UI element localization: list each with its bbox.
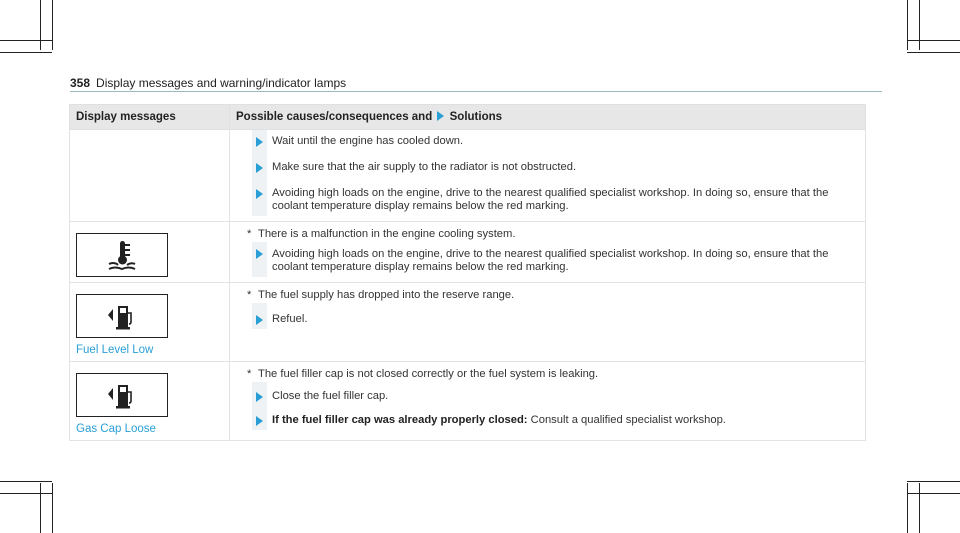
message-label: Gas Cap Loose (76, 423, 156, 435)
message-cell (70, 222, 230, 283)
solutions-cell (230, 362, 866, 441)
table-row (70, 362, 866, 441)
message-cell (70, 362, 230, 441)
crop-mark (907, 0, 908, 50)
crop-mark (52, 0, 53, 50)
crop-mark (40, 0, 41, 50)
solutions-cell (230, 130, 866, 222)
coolant-temperature-icon (76, 233, 168, 277)
arrow-right-icon (256, 137, 263, 147)
cause-text: * There is a malfunction in the engine cooling system. (247, 228, 516, 240)
table-row (70, 130, 866, 222)
col2-header-text: Possible causes/consequences and (236, 111, 433, 123)
message-cell (70, 130, 230, 222)
message-label: Fuel Level Low (76, 344, 154, 356)
solutions-cell (230, 222, 866, 283)
crop-mark (0, 481, 52, 482)
crop-mark (907, 483, 908, 533)
arrow-right-icon (256, 189, 263, 199)
arrow-right-icon (256, 392, 263, 402)
message-cell (70, 283, 230, 362)
solution-step: Refuel. (230, 303, 865, 329)
cause-text: * The fuel supply has dropped into the reserve range. (247, 289, 515, 301)
table-header-row (70, 105, 866, 130)
arrow-right-icon (437, 111, 444, 121)
crop-mark (40, 483, 41, 533)
solutions-cell (230, 283, 866, 362)
crop-mark (0, 52, 52, 53)
arrow-right-icon (256, 163, 263, 173)
col2-header-solutions: Solutions (449, 111, 503, 123)
crop-mark (919, 0, 920, 50)
table-row (70, 283, 866, 362)
solution-step: Avoiding high loads on the engine, drive to the nearest qualified specialist workshop. In doing so, ensure that the coolant temperature display remains below the red marking. (230, 177, 865, 216)
crop-mark (907, 40, 960, 41)
header-title: Display messages and warning/indicator lamps (96, 76, 347, 90)
cause-text: * The fuel filler cap is not closed correctly or the fuel system is leaking. (247, 368, 599, 380)
crop-mark (52, 483, 53, 533)
arrow-right-icon (256, 315, 263, 325)
display-messages-table (69, 104, 866, 441)
solution-step: If the fuel filler cap was already properly closed: Consult a qualified specialist workshop. (230, 406, 865, 430)
arrow-right-icon (256, 249, 263, 259)
running-header (70, 76, 346, 90)
crop-mark (0, 40, 52, 41)
fuel-pump-icon (76, 294, 168, 338)
crop-mark (907, 493, 960, 494)
col1-header: Display messages (70, 105, 230, 130)
solution-step: Make sure that the air supply to the radiator is not obstructed. (230, 151, 865, 177)
crop-mark (907, 52, 960, 53)
crop-mark (919, 483, 920, 533)
solution-step: Avoiding high loads on the engine, drive to the nearest qualified specialist workshop. In doing so, ensure that the coolant temperature display remains below the red marking. (230, 242, 865, 277)
solution-step: Wait until the engine has cooled down. (230, 130, 865, 151)
crop-mark (907, 481, 960, 482)
col2-header (230, 105, 866, 130)
table-row (70, 222, 866, 283)
crop-mark (0, 493, 52, 494)
header-rule (70, 91, 882, 92)
fuel-pump-icon (76, 373, 168, 417)
solution-step: Close the fuel filler cap. (230, 382, 865, 406)
page-number: 358 (70, 76, 91, 90)
arrow-right-icon (256, 416, 263, 426)
